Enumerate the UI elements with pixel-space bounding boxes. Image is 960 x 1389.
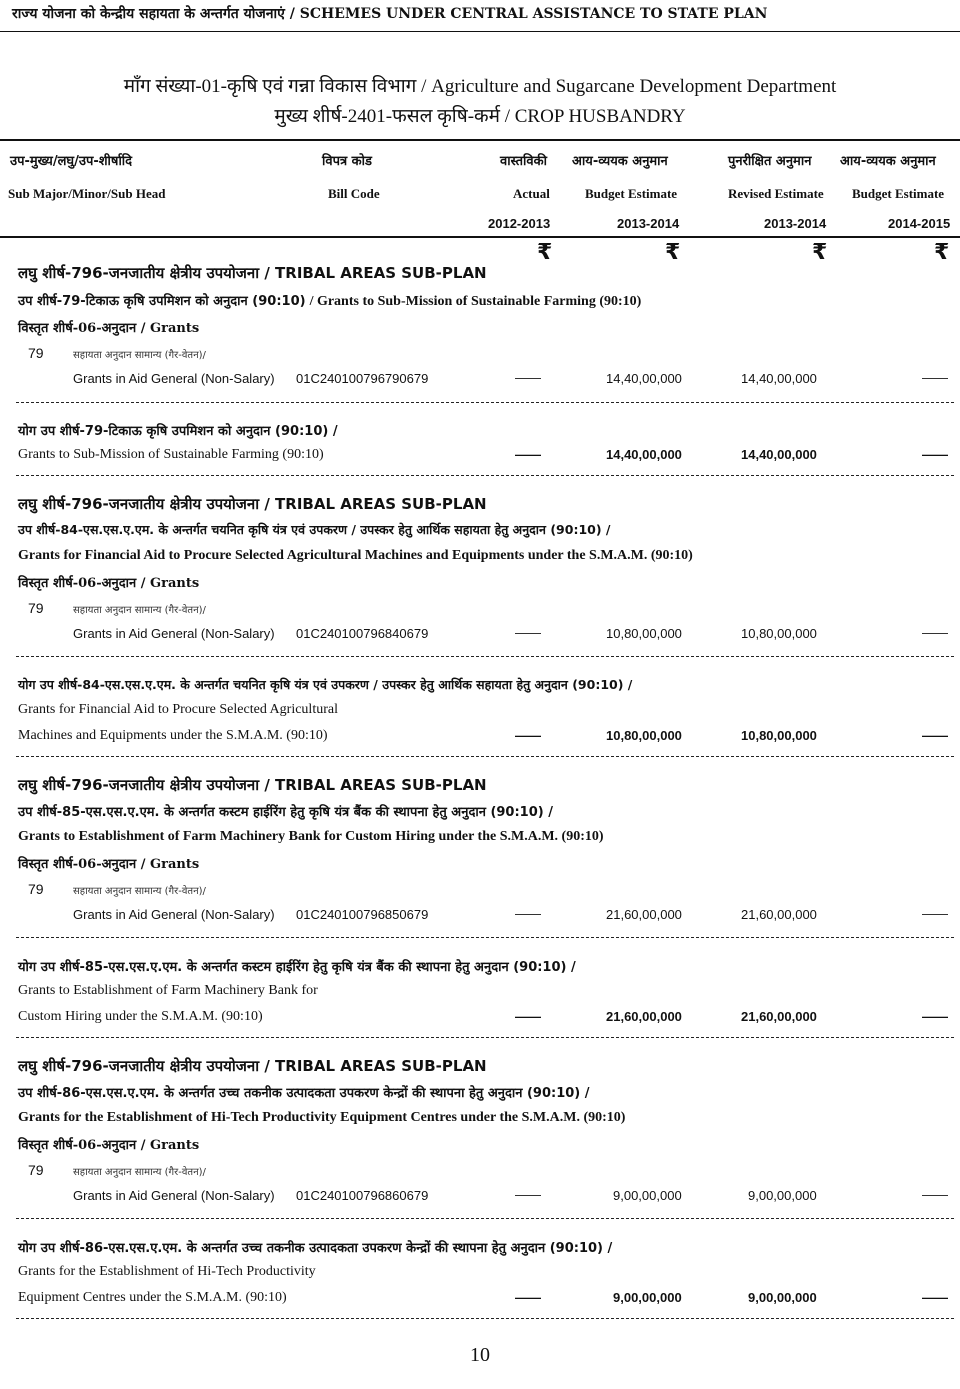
total-re-2013: 10,80,00,000 — [741, 728, 817, 743]
major-head-line: मुख्य शीर्ष-2401-फसल कृषि-कर्म / CROP HUSBANDRY — [274, 106, 686, 127]
sub-head-hindi: उप शीर्ष-86-एस.एस.ए.एम. के अन्तर्गत उच्च तकनीक उत्पादकता उपकरण केन्द्रों की स्थापना हेतु अनुदान (90:10) / — [18, 1086, 590, 1101]
object-english: Grants in Aid General (Non-Salary) — [73, 626, 275, 641]
bill-code: 01C240100796790679 — [296, 371, 429, 386]
actual-value: —— — [515, 625, 541, 640]
sub-head-hindi: उप शीर्ष-84-एस.एस.ए.एम. के अन्तर्गत चयनित कृषि यंत्र एवं उपकरण / उपस्कर हेतु आर्थिक सहायता हेतु अनुदान (90:10) / — [18, 522, 611, 537]
dashed-divider — [16, 1318, 954, 1319]
be-2013-value: 9,00,00,000 — [613, 1188, 682, 1203]
col-en-head: Sub Major/Minor/Sub Head — [8, 186, 166, 201]
object-hindi: सहायता अनुदान सामान्य (गैर-वेतन)/ — [73, 605, 206, 616]
total-hindi: योग उप शीर्ष-84-एस.एस.ए.एम. के अन्तर्गत चयनित कृषि यंत्र एवं उपकरण / उपस्कर हेतु आर्थिक सहायता हेतु अनुदान (90:10) / — [18, 677, 633, 692]
page-header: राज्य योजना को केन्द्रीय सहायता के अन्तर्गत योजनाएं / SCHEMES UNDER CENTRAL ASSISTANCE TO STATE PLAN — [12, 6, 768, 22]
object-code: 79 — [28, 1162, 44, 1178]
total-be-2014: —— — [922, 1290, 948, 1305]
sub-head-english-inline: / Grants to Sub-Mission of Sustainable Farming (90:10) — [309, 294, 642, 309]
year-be2: 2014-2015 — [888, 216, 951, 231]
col-en-actual: Actual — [513, 186, 550, 201]
total-hindi: योग उप शीर्ष-79-टिकाऊ कृषि उपमिशन को अनुदान (90:10) / — [18, 424, 338, 439]
total-be-2013: 14,40,00,000 — [606, 447, 682, 462]
minor-head: लघु शीर्ष-796-जनजातीय क्षेत्रीय उपयोजना / TRIBAL AREAS SUB-PLAN — [18, 264, 487, 282]
bill-code: 01C240100796840679 — [296, 626, 429, 641]
total-be-2014: —— — [922, 447, 948, 462]
total-english-line2: Machines and Equipments under the S.M.A.M. (90:10) — [18, 728, 328, 743]
object-english: Grants in Aid General (Non-Salary) — [73, 1188, 275, 1203]
total-actual: —— — [515, 447, 541, 462]
total-english-line1: Grants for the Establishment of Hi-Tech Productivity — [18, 1264, 316, 1279]
col-en-be: Budget Estimate — [585, 186, 678, 201]
minor-head: लघु शीर्ष-796-जनजातीय क्षेत्रीय उपयोजना / TRIBAL AREAS SUB-PLAN — [18, 495, 487, 513]
object-code: 79 — [28, 600, 44, 616]
minor-head: लघु शीर्ष-796-जनजातीय क्षेत्रीय उपयोजना / TRIBAL AREAS SUB-PLAN — [18, 1057, 487, 1075]
be-2013-value: 14,40,00,000 — [606, 371, 682, 386]
col-en-billcode: Bill Code — [328, 186, 380, 201]
total-be-2014: —— — [922, 728, 948, 743]
total-be-2014: —— — [922, 1009, 948, 1024]
total-hindi: योग उप शीर्ष-86-एस.एस.ए.एम. के अन्तर्गत उच्च तकनीक उत्पादकता उपकरण केन्द्रों की स्थापना हेतु अनुदान (90:10) / — [18, 1241, 613, 1256]
detailed-head: विस्तृत शीर्ष-06-अनुदान / Grants — [18, 576, 200, 591]
sub-head-english: Grants for Financial Aid to Procure Selected Agricultural Machines and Equipments under the S.M.A.M. (90:10) — [18, 548, 693, 563]
re-2013-value: 9,00,00,000 — [748, 1188, 817, 1203]
be-2013-value: 21,60,00,000 — [606, 907, 682, 922]
dashed-divider — [16, 475, 954, 476]
re-2013-value: 14,40,00,000 — [741, 371, 817, 386]
sub-head-hindi: उप शीर्ष-85-एस.एस.ए.एम. के अन्तर्गत कस्टम हाईरिंग हेतु कृषि यंत्र बैंक की स्थापना हेतु अनुदान (90:10) / — [18, 805, 553, 820]
year-re: 2013-2014 — [764, 216, 827, 231]
re-2013-value: 21,60,00,000 — [741, 907, 817, 922]
object-hindi: सहायता अनुदान सामान्य (गैर-वेतन)/ — [73, 1167, 206, 1178]
detailed-head: विस्तृत शीर्ष-06-अनुदान / Grants — [18, 321, 200, 336]
col-hindi-head: उप-मुख्य/लघु/उप-शीर्षादि — [10, 154, 133, 169]
sub-head-english: Grants for the Establishment of Hi-Tech Productivity Equipment Centres under the S.M.A.M. (90:10) — [18, 1110, 626, 1125]
detailed-head: विस्तृत शीर्ष-06-अनुदान / Grants — [18, 857, 200, 872]
detailed-head: विस्तृत शीर्ष-06-अनुदान / Grants — [18, 1138, 200, 1153]
be-2013-value: 10,80,00,000 — [606, 626, 682, 641]
total-re-2013: 9,00,00,000 — [748, 1290, 817, 1305]
total-english-line1: Grants to Establishment of Farm Machinery Bank for — [18, 983, 318, 998]
dashed-divider — [16, 756, 954, 757]
object-hindi: सहायता अनुदान सामान्य (गैर-वेतन)/ — [73, 350, 206, 361]
total-english-line2: Equipment Centres under the S.M.A.M. (90:10) — [18, 1290, 287, 1305]
be-2014-value: —— — [922, 625, 948, 640]
dashed-divider — [16, 656, 954, 657]
table-top-rule — [0, 139, 960, 141]
total-english-line1: Grants for Financial Aid to Procure Selected Agricultural — [18, 702, 338, 717]
total-be-2013: 9,00,00,000 — [613, 1290, 682, 1305]
total-re-2013: 21,60,00,000 — [741, 1009, 817, 1024]
object-hindi: सहायता अनुदान सामान्य (गैर-वेतन)/ — [73, 886, 206, 897]
sub-head — [18, 291, 641, 310]
bill-code: 01C240100796860679 — [296, 1188, 429, 1203]
actual-value: —— — [515, 1187, 541, 1202]
actual-value: —— — [515, 906, 541, 921]
col-en-be2: Budget Estimate — [852, 186, 945, 201]
be-2014-value: —— — [922, 906, 948, 921]
col-hindi-billcode: विपत्र कोड — [322, 154, 372, 169]
dashed-divider — [16, 402, 954, 403]
year-be: 2013-2014 — [617, 216, 680, 231]
object-code: 79 — [28, 345, 44, 361]
total-be-2013: 10,80,00,000 — [606, 728, 682, 743]
be-2014-value: —— — [922, 1187, 948, 1202]
col-hindi-re: पुनरीक्षित अनुमान — [728, 154, 812, 169]
total-actual: —— — [515, 1290, 541, 1305]
be-2014-value: —— — [922, 370, 948, 385]
total-actual: —— — [515, 1009, 541, 1024]
page-number: 10 — [470, 1344, 490, 1366]
col-en-re: Revised Estimate — [728, 186, 824, 201]
rupee-icon: ₹ — [934, 240, 950, 265]
object-english: Grants in Aid General (Non-Salary) — [73, 907, 275, 922]
col-hindi-be: आय-व्ययक अनुमान — [572, 154, 668, 169]
dashed-divider — [16, 1218, 954, 1219]
total-re-2013: 14,40,00,000 — [741, 447, 817, 462]
year-actual: 2012-2013 — [488, 216, 551, 231]
total-be-2013: 21,60,00,000 — [606, 1009, 682, 1024]
re-2013-value: 10,80,00,000 — [741, 626, 817, 641]
header-rule — [0, 31, 960, 32]
minor-head: लघु शीर्ष-796-जनजातीय क्षेत्रीय उपयोजना / TRIBAL AREAS SUB-PLAN — [18, 776, 487, 794]
total-english-line2: Custom Hiring under the S.M.A.M. (90:10) — [18, 1009, 263, 1024]
header-bottom-rule — [0, 236, 960, 238]
rupee-icon: ₹ — [812, 240, 828, 265]
demand-line: माँग संख्या-01-कृषि एवं गन्ना विकास विभाग / Agriculture and Sugarcane Development Department — [123, 76, 837, 97]
rupee-icon: ₹ — [665, 240, 681, 265]
dashed-divider — [16, 937, 954, 938]
total-actual: —— — [515, 728, 541, 743]
rupee-icon: ₹ — [537, 240, 553, 265]
object-code: 79 — [28, 881, 44, 897]
sub-head-hindi: उप शीर्ष-79-टिकाऊ कृषि उपमिशन को अनुदान (90:10) — [18, 294, 306, 309]
actual-value: —— — [515, 370, 541, 385]
sub-head-english: Grants to Establishment of Farm Machinery Bank for Custom Hiring under the S.M.A.M. (90:10) — [18, 829, 604, 844]
total-hindi: योग उप शीर्ष-85-एस.एस.ए.एम. के अन्तर्गत कस्टम हाईरिंग हेतु कृषि यंत्र बैंक की स्थापना हेतु अनुदान (90:10) / — [18, 960, 576, 975]
total-english: Grants to Sub-Mission of Sustainable Farming (90:10) — [18, 447, 324, 462]
bill-code: 01C240100796850679 — [296, 907, 429, 922]
object-english: Grants in Aid General (Non-Salary) — [73, 371, 275, 386]
col-hindi-actual: वास्तविकी — [500, 154, 548, 169]
col-hindi-be2: आय-व्ययक अनुमान — [840, 154, 936, 169]
dashed-divider — [16, 1037, 954, 1038]
